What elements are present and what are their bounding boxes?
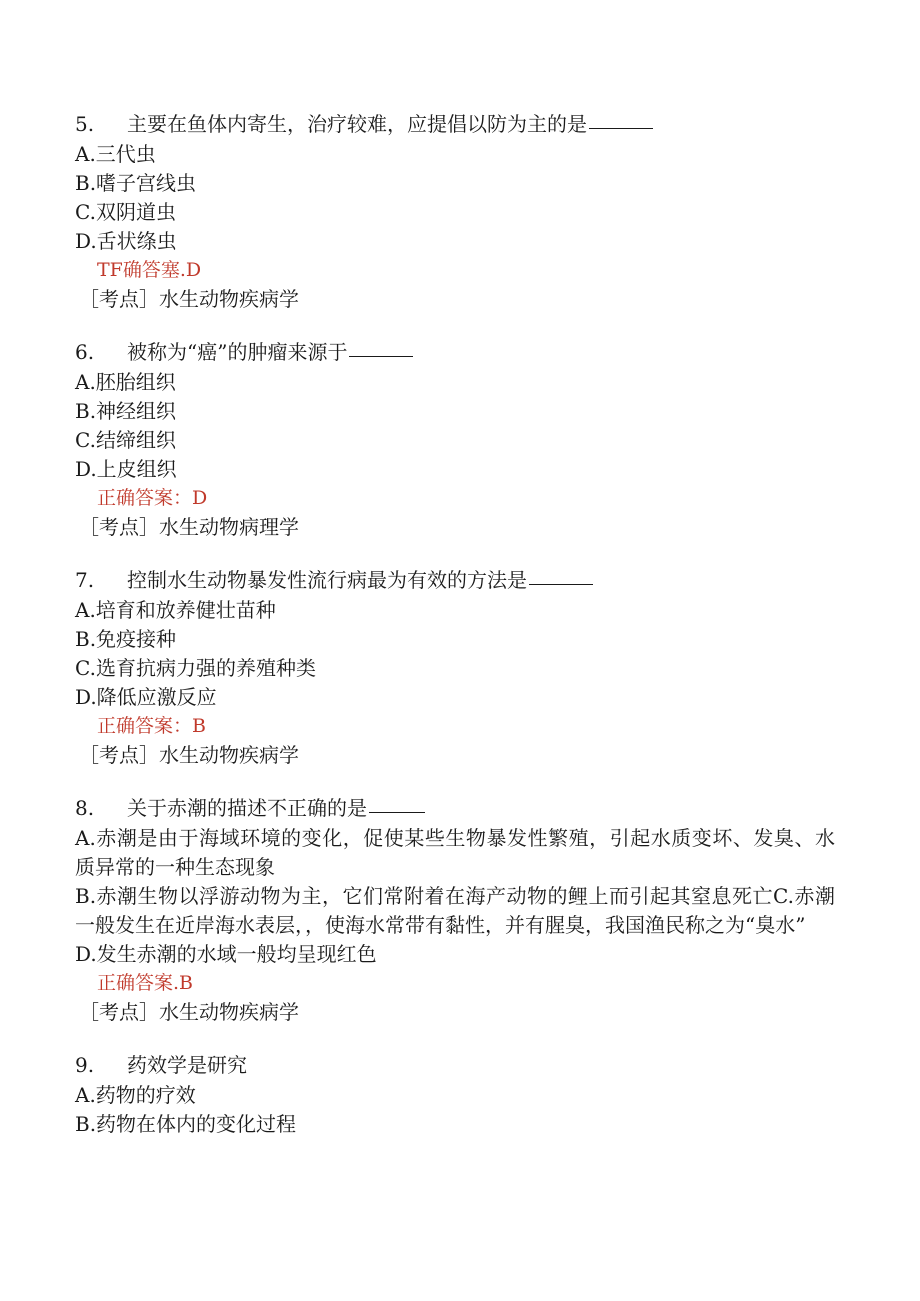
option-b: B.神经组织 xyxy=(75,399,177,423)
option-c: C.选育抗病力强的养殖种类 xyxy=(75,656,316,680)
option-a: A.三代虫 xyxy=(75,142,156,166)
exam-point: ［考点］水生动物病理学 xyxy=(79,515,299,539)
option-d: D.降低应激反应 xyxy=(75,685,217,709)
option-b: B.嗜子宫线虫 xyxy=(75,171,197,195)
option-b: B.免疫接种 xyxy=(75,627,177,651)
answer-blank xyxy=(529,564,593,585)
document-page xyxy=(75,108,835,1161)
answer-blank xyxy=(349,336,413,357)
option-c: C.结缔组织 xyxy=(75,428,176,452)
correct-answer: TF确答塞.D xyxy=(97,259,202,281)
correct-answer: 正确答案：D xyxy=(97,487,208,509)
question-number: 8. xyxy=(75,796,95,820)
option-b-c: B.赤潮生物以浮游动物为主，它们常附着在海产动物的鲤上而引起其窒息死亡C.赤潮一般发生在近岸海水表层，，使海水常带有黏性，并有腥臭，我国渔民称之为“臭水” xyxy=(75,884,835,937)
exam-point: ［考点］水生动物疾病学 xyxy=(79,743,299,767)
question-9 xyxy=(75,1049,835,1139)
correct-answer: 正确答案.B xyxy=(97,972,194,994)
question-6 xyxy=(75,336,835,542)
question-5 xyxy=(75,108,835,314)
option-a: A.赤潮是由于海域环境的变化，促使某些生物暴发性繁殖，引起水质变坏、发臭、水质异常的一种生态现象 xyxy=(75,826,835,879)
option-a: A.胚胎组织 xyxy=(75,370,176,394)
question-text: 控制水生动物暴发性流行病最为有效的方法是 xyxy=(127,568,527,592)
exam-point: ［考点］水生动物疾病学 xyxy=(79,287,299,311)
option-b: B.药物在体内的变化过程 xyxy=(75,1112,297,1136)
question-stem xyxy=(75,564,835,596)
question-stem xyxy=(75,1049,835,1081)
option-d: D.舌状绦虫 xyxy=(75,229,177,253)
question-stem xyxy=(75,108,835,140)
correct-answer: 正确答案：B xyxy=(97,715,206,737)
option-d: D.发生赤潮的水域一般均呈现红色 xyxy=(75,942,377,966)
question-text: 主要在鱼体内寄生，治疗较难，应提倡以防为主的是 xyxy=(127,112,587,136)
question-7 xyxy=(75,564,835,770)
question-number: 9. xyxy=(75,1053,95,1077)
question-text: 关于赤潮的描述不正确的是 xyxy=(127,796,367,820)
question-number: 6. xyxy=(75,340,95,364)
option-c: C.双阴道虫 xyxy=(75,200,176,224)
question-number: 7. xyxy=(75,568,95,592)
answer-blank xyxy=(369,792,425,813)
question-8 xyxy=(75,792,835,1027)
option-a: A.药物的疗效 xyxy=(75,1083,196,1107)
question-stem xyxy=(75,336,835,368)
option-d: D.上皮组织 xyxy=(75,457,177,481)
exam-point: ［考点］水生动物疾病学 xyxy=(79,1000,299,1024)
option-a: A.培育和放养健壮苗种 xyxy=(75,598,276,622)
question-stem xyxy=(75,792,835,824)
question-text: 药效学是研究 xyxy=(127,1053,247,1077)
question-number: 5. xyxy=(75,112,95,136)
answer-blank xyxy=(589,108,653,129)
question-text: 被称为“癌”的肿瘤来源于 xyxy=(127,340,348,364)
